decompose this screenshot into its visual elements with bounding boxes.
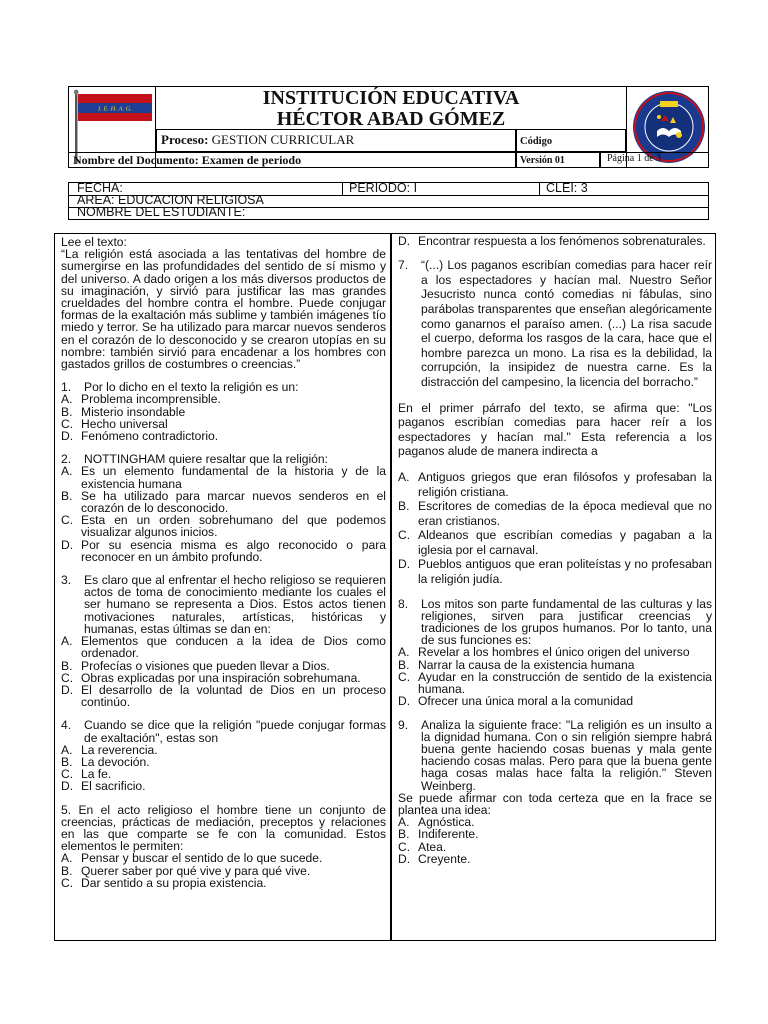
student-info-table — [68, 182, 709, 220]
q4-option-d[interactable]: D. El sacrificio. — [61, 779, 146, 794]
q4-text: Cuando se dice que la religión "puede conjugar formas de exaltación", estas son — [84, 718, 386, 745]
q9-text: Analiza la siguiente frace: "La religión es un insulto a la dignidad humana. Con o sin religión siempre habrá buena gente haciendo cosas buenas y mala gente haciendo cosas malas. Pero para que la buena gente haga cosas malas hace falta la religión." Steven Weinberg. — [421, 717, 712, 793]
q2-text: NOTTINGHAM quiere resaltar que la religión: — [84, 452, 328, 467]
version-label: Versión 01 — [520, 155, 565, 166]
q2-option-b[interactable]: B. Se ha utilizado para marcar nuevos senderos en el corazón de lo desconocido. — [61, 488, 386, 516]
q8-option-a[interactable]: A. Revelar a los hombres el único origen del universo — [398, 645, 690, 660]
q9-number: 9. — [398, 717, 409, 732]
q4-option-b[interactable]: B. La devoción. — [61, 754, 150, 769]
q7-option-a[interactable]: A. Antiguos griegos que eran filósofos y profesaban la religión cristiana. — [398, 469, 712, 499]
q2-option-d[interactable]: D. Por su esencia misma es algo reconocido o para reconocer en un ámbito profundo. — [61, 537, 386, 564]
q5-option-a[interactable]: A. Pensar y buscar el sentido de lo que sucede. — [61, 851, 323, 866]
q1-option-d[interactable]: D. Fenómeno contradictorio. — [61, 429, 219, 444]
q1-option-b[interactable]: B. Misterio insondable — [61, 404, 186, 419]
q7-option-d[interactable]: D. Pueblos antiguos que eran politeístas y no profesaban la religión judía. — [398, 557, 712, 587]
q7-number: 7. — [398, 258, 409, 273]
q1-option-c[interactable]: C. Hecho universal — [61, 416, 168, 431]
question-9 — [398, 719, 712, 865]
q7-option-b[interactable]: B. Escritores de comedias de la época medieval que no eran cristianos. — [398, 499, 712, 528]
q5-number: 5. — [61, 802, 72, 817]
q2-number: 2. — [61, 452, 72, 467]
q7-quote: “(...) Los paganos escribían comedias para hacer reír a los espectadores y hacían mal. Nuestro Señor Jesucristo nunca contó comedias ni fábulas, sino parábolas transparentes que enseñan alegóricamente como ganarnos el paraíso amen. (...) La risa sacude el cuerpo, deforma los rasgos de la cara, hace que el hombre parezca un mono. La risa es la debilidad, la corrupción, la insipidez de nuestra carne. Es la distracción del campesino, la licencia del borracho.” — [421, 258, 712, 389]
proceso-value: GESTION CURRICULAR — [211, 132, 355, 147]
clei-field: CLEI: 3 — [546, 181, 588, 195]
pagina-label: Página 1 de 3 — [607, 153, 662, 164]
version-cell — [516, 152, 600, 168]
q5-option-c[interactable]: C. Dar sentido a su propia existencia. — [61, 875, 267, 890]
question-4 — [61, 719, 386, 792]
institution-name-line2: HÉCTOR ABAD GÓMEZ — [276, 108, 506, 130]
codigo-cell — [516, 129, 626, 152]
q4-option-c[interactable]: C. La fe. — [61, 767, 112, 782]
left-column — [54, 233, 391, 941]
institution-name-line1: INSTITUCIÓN EDUCATIVA — [262, 87, 520, 109]
question-8 — [398, 598, 712, 708]
q1-option-a[interactable]: A. Problema incomprensible. — [61, 392, 221, 407]
q8-number: 8. — [398, 596, 409, 611]
question-1 — [61, 381, 386, 442]
flag-text: I. E. H. A. G. — [97, 105, 133, 113]
question-7 — [398, 258, 712, 586]
q9-stem: Se puede afirmar con toda certeza que en la frace se plantea una idea: — [398, 790, 712, 817]
institution-title — [156, 88, 626, 130]
q1-text: Por lo dicho en el texto la religión es un: — [84, 380, 299, 395]
question-3 — [61, 574, 386, 708]
q9-option-d[interactable]: D. Creyente. — [398, 851, 471, 866]
q3-option-a[interactable]: A. Elementos que conducen a la idea de Dios como ordenador. — [61, 634, 386, 661]
q2-option-a[interactable]: A. Es un elemento fundamental de la historia y de la existencia humana — [61, 464, 386, 491]
q5-text: En el acto religioso el hombre tiene un conjunto de creencias, prácticas de mediación, preceptos y relaciones en las que comparte se fe con la comunidad. Estos elementos le permiten: — [61, 802, 386, 854]
q4-option-a[interactable]: A. La reverencia. — [61, 742, 158, 757]
pagina-cell — [600, 152, 709, 168]
q3-option-b[interactable]: B. Profecías o visiones que pueden llevar a Dios. — [61, 658, 330, 673]
q9-option-c[interactable]: C. Atea. — [398, 839, 447, 854]
q8-text: Los mitos son parte fundamental de las culturas y las religiones, sirven para justificar creencias y tradiciones de los grupos humanos. Por lo tanto, una de sus funciones es: — [421, 596, 712, 648]
documento-cell — [68, 152, 516, 168]
q8-option-d[interactable]: D. Ofrecer una única moral a la comunidad — [398, 694, 634, 709]
q3-option-c[interactable]: C. Obras explicadas por una inspiración sobrehumana. — [61, 670, 361, 685]
q7-option-c[interactable]: C. Aldeanos que escribían comedias y pagaban a la iglesia por el carnaval. — [398, 528, 712, 557]
question-2 — [61, 453, 386, 563]
proceso-cell — [156, 129, 516, 152]
periodo-field: PERIODO: I — [349, 181, 418, 195]
q5-option-d[interactable]: D. Encontrar respuesta a los fenómenos sobrenaturales. — [398, 234, 706, 248]
area-field: AREA: EDUCACION RELIGIOSA — [77, 193, 264, 207]
reading-intro: Lee el texto: — [61, 235, 127, 249]
fecha-field: FECHA: — [77, 181, 123, 195]
codigo-label: Código — [520, 136, 553, 147]
documento-label: Nombre del Documento: Examen de periodo — [73, 153, 302, 167]
student-name-field: NOMBRE DEL ESTUDIANTE: — [77, 205, 246, 219]
info-row-estudiante — [69, 207, 708, 219]
q3-option-d[interactable]: D. El desarrollo de la voluntad de Dios en un proceso continúo. — [61, 682, 386, 710]
q9-option-b[interactable]: B. Indiferente. — [398, 827, 479, 842]
q4-number: 4. — [61, 718, 72, 733]
q2-option-c[interactable]: C. Esta en un orden sobrehumano del que podemos visualizar algunos inicios. — [61, 513, 386, 540]
q1-number: 1. — [61, 380, 72, 395]
q3-number: 3. — [61, 573, 72, 588]
proceso-label: Proceso: — [161, 132, 209, 147]
right-column — [391, 233, 716, 941]
q7-stem: En el primer párrafo del texto, se afirma que: "Los paganos escribían comedias para hacer reír a los espectadores y hacían mal." Esta referencia a los paganos alude de manera indirecta a — [398, 400, 712, 459]
q5-option-b[interactable]: B. Querer saber por qué vive y para qué vive. — [61, 863, 311, 878]
question-5 — [61, 804, 386, 889]
q8-option-c[interactable]: C. Ayudar en la construcción de sentido de la existencia humana. — [398, 669, 712, 697]
reading-text: “La religión está asociada a las tentativas del hombre de sumergirse en las profundidades del sentido de sí mismo y del universo. A dado origen a los más diversos productos de su imaginación, y sirvió para justificar las mas grandes crueldades del hombre contra el hombre. Puede conjugar formas de la exaltación más sublime y también imágenes tío miedo y terror. Se ha utilizado para marcar nuevos senderos en el corazón de lo desconocido y se crearon utopías en su nombre: también sirvió para encadenar a los hombres con gastados grillos de costumbres o creencias.” — [61, 247, 386, 372]
q8-option-b[interactable]: B. Narrar la causa de la existencia humana — [398, 657, 635, 672]
q9-option-a[interactable]: A. Agnóstica. — [398, 815, 475, 830]
q3-text: Es claro que al enfrentar el hecho religioso se requieren actos de toma de conocimiento mediante los cuales el ser humano se representa a Dios. Estos actos tienen motivaciones naturales, artísticas, históricas y humanas, estas últimas se dan en: — [84, 573, 386, 636]
